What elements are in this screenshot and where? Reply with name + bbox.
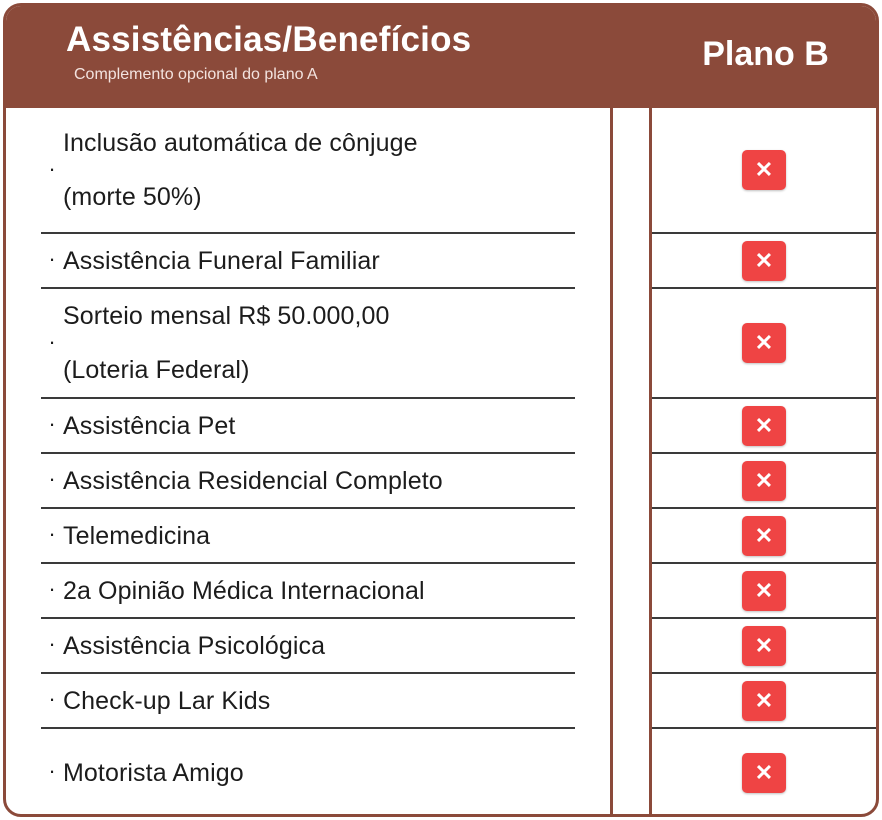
bullet-icon: · bbox=[48, 521, 56, 546]
feature-label bbox=[63, 619, 325, 673]
plan-b-cell bbox=[652, 619, 876, 674]
table-row bbox=[41, 674, 575, 729]
bullet-icon: · bbox=[48, 155, 56, 181]
header-left bbox=[6, 6, 613, 86]
header-right bbox=[655, 6, 876, 108]
feature-label-line1: Assistência Pet bbox=[63, 411, 236, 440]
plan-b-cell bbox=[652, 674, 876, 729]
feature-label bbox=[63, 674, 270, 728]
cross-icon: ✕ bbox=[742, 461, 786, 501]
cross-icon: ✕ bbox=[742, 516, 786, 556]
cross-icon: ✕ bbox=[742, 681, 786, 721]
cross-icon: ✕ bbox=[742, 241, 786, 281]
plan-b-cell bbox=[652, 289, 876, 399]
feature-label bbox=[63, 116, 418, 224]
feature-label-line1: Check-up Lar Kids bbox=[63, 686, 271, 715]
feature-label bbox=[63, 509, 210, 563]
plan-b-cell bbox=[652, 399, 876, 454]
cross-icon: ✕ bbox=[742, 323, 786, 363]
plan-column-title: Plano B bbox=[702, 34, 829, 73]
feature-label bbox=[63, 399, 235, 453]
card-body bbox=[6, 108, 876, 816]
table-row bbox=[41, 509, 575, 564]
bullet-icon: · bbox=[48, 631, 56, 656]
cross-icon: ✕ bbox=[742, 626, 786, 666]
table-row bbox=[41, 564, 575, 619]
plan-b-cell bbox=[652, 234, 876, 289]
bullet-icon: · bbox=[48, 466, 56, 491]
divider-column bbox=[613, 108, 652, 816]
table-row bbox=[41, 289, 575, 399]
table-row bbox=[41, 234, 575, 289]
table-row bbox=[41, 619, 575, 674]
features-column bbox=[6, 108, 613, 816]
feature-label-line1: 2a Opinião Médica Internacional bbox=[63, 576, 425, 605]
bullet-icon: · bbox=[48, 576, 56, 601]
feature-label-line2: (Loteria Federal) bbox=[63, 356, 250, 384]
bullet-icon: · bbox=[48, 246, 56, 271]
plan-b-column bbox=[652, 108, 876, 816]
bullet-icon: · bbox=[48, 411, 56, 436]
cross-icon: ✕ bbox=[742, 571, 786, 611]
feature-label-line1: Assistência Residencial Completo bbox=[63, 466, 443, 495]
plan-b-cell bbox=[652, 108, 876, 234]
card-header bbox=[6, 6, 876, 108]
feature-label bbox=[63, 289, 390, 397]
cross-icon: ✕ bbox=[742, 753, 786, 793]
feature-label-line1: Inclusão automática de cônjuge bbox=[63, 129, 418, 157]
bullet-icon: · bbox=[48, 686, 56, 711]
table-row bbox=[41, 108, 575, 234]
page-title: Assistências/Benefícios bbox=[66, 20, 472, 59]
feature-label-line1: Telemedicina bbox=[63, 521, 211, 550]
feature-label bbox=[63, 454, 443, 508]
table-row bbox=[41, 454, 575, 509]
feature-label-line1: Assistência Psicológica bbox=[63, 631, 326, 660]
feature-label bbox=[63, 746, 244, 800]
bullet-icon: · bbox=[48, 758, 56, 783]
feature-label-line1: Sorteio mensal R$ 50.000,00 bbox=[63, 302, 390, 330]
plan-b-cell bbox=[652, 454, 876, 509]
page-subtitle: Complemento opcional do plano A bbox=[74, 66, 318, 83]
plan-b-cell bbox=[652, 564, 876, 619]
cross-icon: ✕ bbox=[742, 150, 786, 190]
feature-label-line1: Motorista Amigo bbox=[63, 758, 244, 787]
table-row bbox=[41, 729, 575, 816]
benefits-comparison-card bbox=[3, 3, 879, 817]
feature-label-line2: (morte 50%) bbox=[63, 183, 202, 211]
plan-b-cell bbox=[652, 729, 876, 816]
plan-b-cell bbox=[652, 509, 876, 564]
table-row bbox=[41, 399, 575, 454]
feature-label-line1: Assistência Funeral Familiar bbox=[63, 246, 380, 275]
feature-label bbox=[63, 564, 425, 618]
bullet-icon: · bbox=[48, 328, 56, 354]
feature-label bbox=[63, 234, 380, 288]
cross-icon: ✕ bbox=[742, 406, 786, 446]
